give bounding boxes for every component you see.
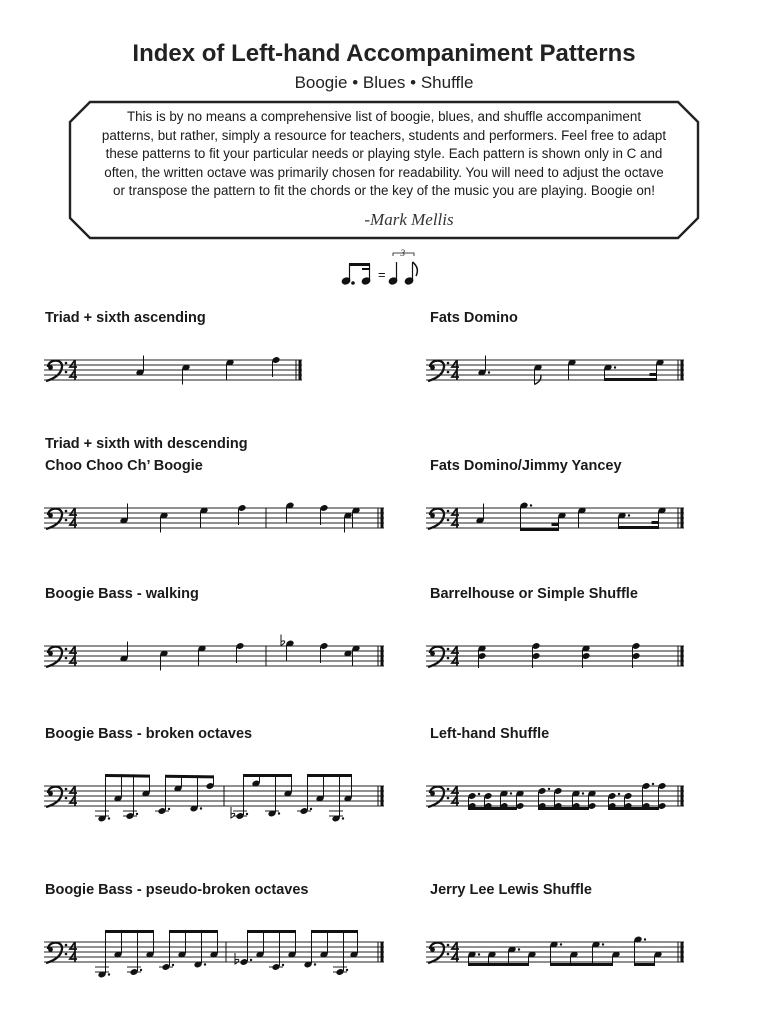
- augmentation-dot: [282, 964, 284, 966]
- pattern-title: Boogie Bass - walking: [45, 586, 199, 602]
- bass-clef-icon: [46, 943, 67, 963]
- page-subtitle: Boogie • Blues • Shuffle: [294, 73, 474, 92]
- intro-line: This is by no means a comprehensive list of boogie, blues, and shuffle accompaniment: [126, 109, 642, 124]
- bass-clef-icon: [428, 509, 449, 529]
- augmentation-dot: [246, 813, 248, 815]
- bass-clef-icon: [428, 943, 449, 963]
- pattern-title: Boogie Bass - pseudo-broken octaves: [45, 882, 309, 898]
- pattern-title: Barrelhouse or Simple Shuffle: [430, 586, 638, 602]
- music-staff: [44, 340, 394, 400]
- intro-line: patterns, but rather, simply a resource for teachers, students and performers. Feel free to adapt: [101, 127, 667, 143]
- beam: [106, 774, 150, 778]
- augmentation-dot: [172, 964, 174, 966]
- bass-clef-icon: [46, 509, 67, 529]
- augmentation-dot: [314, 963, 316, 965]
- augmentation-dot: [488, 371, 490, 373]
- beam: [605, 378, 657, 381]
- beam: [619, 526, 659, 529]
- bass-clef-icon: [46, 647, 67, 667]
- augmentation-dot: [250, 959, 252, 961]
- intro-line: often, the written octave was primarily chosen for readability. You will need to adjust the octave: [104, 164, 664, 180]
- augmentation-dot: [510, 792, 512, 794]
- beam: [469, 963, 529, 966]
- pattern-title: Left-hand Shuffle: [430, 726, 550, 742]
- augmentation-dot: [310, 808, 312, 810]
- music-staff: [426, 626, 696, 686]
- augmentation-dot: [602, 943, 604, 945]
- augmentation-dot: [108, 973, 110, 975]
- music-staff: [44, 766, 394, 836]
- music-staff: [44, 922, 394, 992]
- augmentation-dot: [478, 793, 480, 795]
- music-staff: [426, 488, 696, 548]
- beam: [244, 774, 292, 777]
- beam: [521, 528, 559, 531]
- intro-line: or transpose the pattern to fit the chords or the key of the music you are playing. Boogie on!: [113, 183, 655, 199]
- music-staff: [44, 626, 394, 686]
- beam: [248, 930, 296, 933]
- beam: [469, 807, 517, 810]
- music-staff: [426, 340, 696, 400]
- beam: [539, 807, 589, 810]
- beam: [650, 373, 657, 376]
- augmentation-dot: [518, 948, 520, 950]
- music-staff: [426, 922, 696, 982]
- pattern-title: Triad + sixth with descending: [45, 436, 248, 452]
- pattern-title-line2: Choo Choo Ch’ Boogie: [45, 458, 203, 474]
- swing-equals: =: [378, 267, 386, 282]
- beam: [106, 930, 154, 933]
- intro-text: [80, 108, 688, 201]
- music-staff: [426, 766, 696, 826]
- augmentation-dot: [618, 793, 620, 795]
- augmentation-dot: [478, 953, 480, 955]
- beam: [166, 775, 214, 779]
- bass-clef-icon: [428, 361, 449, 381]
- beam: [552, 523, 559, 526]
- pattern-title: Jerry Lee Lewis Shuffle: [430, 882, 592, 898]
- music-staff: [44, 488, 394, 548]
- intro-line: these patterns to fit your particular needs or playing style. Each pattern is shown only in C and: [105, 146, 663, 162]
- beam: [635, 963, 655, 966]
- bass-clef-icon: [428, 787, 449, 807]
- beam: [308, 774, 352, 777]
- pattern-title: Triad + sixth ascending: [45, 310, 206, 326]
- augmentation-dot: [582, 792, 584, 794]
- augmentation-dot: [168, 808, 170, 810]
- beam: [312, 930, 358, 933]
- augmentation-dot: [136, 813, 138, 815]
- bass-clef-icon: [46, 361, 67, 381]
- augmentation-dot: [530, 504, 532, 506]
- augmentation-dot: [140, 969, 142, 971]
- bass-clef-icon: [428, 647, 449, 667]
- augmentation-dot: [278, 812, 280, 814]
- swing-notation: [336, 248, 436, 290]
- page-title: Index of Left-hand Accompaniment Patterns: [132, 40, 636, 67]
- signature: -Mark Mellis: [364, 210, 454, 229]
- bass-clef-icon: [46, 787, 67, 807]
- pattern-title: Fats Domino: [430, 310, 518, 326]
- augmentation-dot: [628, 514, 630, 516]
- beam: [170, 930, 218, 933]
- flat-icon: [281, 635, 285, 646]
- augmentation-dot: [548, 788, 550, 790]
- augmentation-dot: [200, 807, 202, 809]
- augmentation-dot: [652, 783, 654, 785]
- augmentation-dot: [614, 366, 616, 368]
- beam: [609, 807, 659, 810]
- augmentation-dot: [560, 943, 562, 945]
- augmentation-dot: [346, 969, 348, 971]
- beam: [551, 963, 613, 966]
- triplet-number: 3: [400, 248, 405, 258]
- augmentation-dot: [108, 817, 110, 819]
- pattern-title: Fats Domino/Jimmy Yancey: [430, 458, 622, 474]
- beam: [652, 521, 659, 524]
- pattern-title: Boogie Bass - broken octaves: [45, 726, 253, 742]
- augmentation-dot: [204, 963, 206, 965]
- augmentation-dot: [342, 817, 344, 819]
- augmentation-dot: [644, 938, 646, 940]
